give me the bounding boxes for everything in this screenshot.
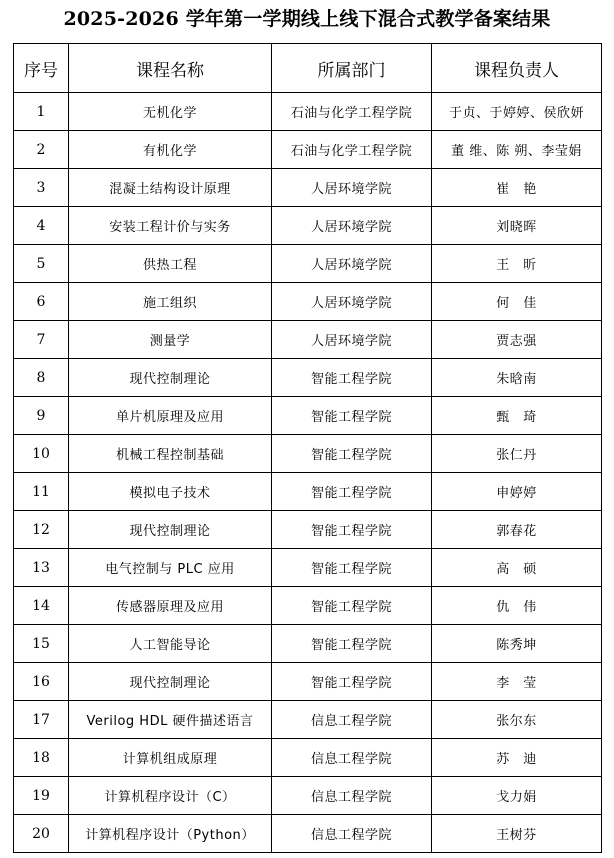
serial-number-cell: 12 (14, 511, 69, 549)
serial-number-cell: 19 (14, 777, 69, 815)
header-serial-number: 序号 (14, 44, 69, 93)
course-lead-cell: 戈力娟 (432, 777, 602, 815)
serial-number-cell: 6 (14, 283, 69, 321)
course-lead-cell: 张尔东 (432, 701, 602, 739)
table-row (14, 169, 602, 207)
serial-number-cell: 14 (14, 587, 69, 625)
department-cell: 智能工程学院 (272, 397, 432, 435)
serial-number-cell: 7 (14, 321, 69, 359)
serial-number-cell: 13 (14, 549, 69, 587)
table-row (14, 321, 602, 359)
table-row (14, 473, 602, 511)
table-row (14, 587, 602, 625)
department-cell: 石油与化学工程学院 (272, 131, 432, 169)
course-lead-cell: 崔 艳 (432, 169, 602, 207)
course-lead-cell: 陈秀坤 (432, 625, 602, 663)
course-lead-cell: 贾志强 (432, 321, 602, 359)
department-cell: 人居环境学院 (272, 321, 432, 359)
department-cell: 智能工程学院 (272, 473, 432, 511)
department-cell: 信息工程学院 (272, 739, 432, 777)
course-lead-cell: 董 维、陈 朔、李莹娟 (432, 131, 602, 169)
course-name-cell: 现代控制理论 (69, 359, 272, 397)
serial-number-cell: 17 (14, 701, 69, 739)
header-course-name: 课程名称 (69, 44, 272, 93)
course-lead-cell: 甄 琦 (432, 397, 602, 435)
table-row (14, 549, 602, 587)
serial-number-cell: 18 (14, 739, 69, 777)
course-lead-cell: 郭春花 (432, 511, 602, 549)
course-lead-cell: 高 硕 (432, 549, 602, 587)
course-name-cell: 现代控制理论 (69, 663, 272, 701)
course-lead-cell: 王树芬 (432, 815, 602, 853)
course-name-cell: Verilog HDL 硬件描述语言 (69, 701, 272, 739)
table-row (14, 625, 602, 663)
course-lead-cell: 朱晗南 (432, 359, 602, 397)
table-row (14, 435, 602, 473)
department-cell: 信息工程学院 (272, 815, 432, 853)
table-row (14, 283, 602, 321)
table-row (14, 93, 602, 131)
table-row (14, 815, 602, 853)
serial-number-cell: 9 (14, 397, 69, 435)
serial-number-cell: 10 (14, 435, 69, 473)
course-lead-cell: 苏 迪 (432, 739, 602, 777)
course-name-cell: 计算机程序设计（Python） (69, 815, 272, 853)
serial-number-cell: 5 (14, 245, 69, 283)
table-row (14, 207, 602, 245)
course-lead-cell: 于贞、于婷婷、侯欣妍 (432, 93, 602, 131)
table-body (14, 93, 602, 853)
course-name-cell: 计算机程序设计（C） (69, 777, 272, 815)
course-lead-cell: 王 昕 (432, 245, 602, 283)
course-name-cell: 模拟电子技术 (69, 473, 272, 511)
course-name-cell: 测量学 (69, 321, 272, 359)
page-title: 2025-2026 学年第一学期线上线下混合式教学备案结果 (63, 8, 551, 30)
table-row (14, 777, 602, 815)
department-cell: 智能工程学院 (272, 435, 432, 473)
header-course-lead: 课程负责人 (432, 44, 602, 93)
department-cell: 智能工程学院 (272, 549, 432, 587)
table-row (14, 701, 602, 739)
serial-number-cell: 11 (14, 473, 69, 511)
course-lead-cell: 李 莹 (432, 663, 602, 701)
course-name-cell: 现代控制理论 (69, 511, 272, 549)
header-department: 所属部门 (272, 44, 432, 93)
table-row (14, 663, 602, 701)
department-cell: 智能工程学院 (272, 511, 432, 549)
course-name-cell: 单片机原理及应用 (69, 397, 272, 435)
course-lead-cell: 仇 伟 (432, 587, 602, 625)
department-cell: 智能工程学院 (272, 625, 432, 663)
department-cell: 人居环境学院 (272, 245, 432, 283)
course-name-cell: 机械工程控制基础 (69, 435, 272, 473)
course-name-cell: 安装工程计价与实务 (69, 207, 272, 245)
course-name-cell: 无机化学 (69, 93, 272, 131)
results-table (13, 43, 602, 853)
table-row (14, 245, 602, 283)
course-lead-cell: 何 佳 (432, 283, 602, 321)
course-name-cell: 人工智能导论 (69, 625, 272, 663)
course-name-cell: 计算机组成原理 (69, 739, 272, 777)
department-cell: 信息工程学院 (272, 701, 432, 739)
course-lead-cell: 张仁丹 (432, 435, 602, 473)
table-row (14, 397, 602, 435)
department-cell: 人居环境学院 (272, 207, 432, 245)
table-row (14, 359, 602, 397)
course-name-cell: 有机化学 (69, 131, 272, 169)
serial-number-cell: 15 (14, 625, 69, 663)
department-cell: 智能工程学院 (272, 587, 432, 625)
course-name-cell: 传感器原理及应用 (69, 587, 272, 625)
table-row (14, 511, 602, 549)
department-cell: 人居环境学院 (272, 169, 432, 207)
table-header-row (14, 44, 602, 93)
department-cell: 人居环境学院 (272, 283, 432, 321)
department-cell: 智能工程学院 (272, 663, 432, 701)
serial-number-cell: 4 (14, 207, 69, 245)
course-name-cell: 供热工程 (69, 245, 272, 283)
course-name-cell: 混凝土结构设计原理 (69, 169, 272, 207)
table-row (14, 131, 602, 169)
course-lead-cell: 刘晓晖 (432, 207, 602, 245)
course-lead-cell: 申婷婷 (432, 473, 602, 511)
course-name-cell: 电气控制与 PLC 应用 (69, 549, 272, 587)
table-row (14, 739, 602, 777)
department-cell: 信息工程学院 (272, 777, 432, 815)
department-cell: 石油与化学工程学院 (272, 93, 432, 131)
serial-number-cell: 3 (14, 169, 69, 207)
course-name-cell: 施工组织 (69, 283, 272, 321)
serial-number-cell: 2 (14, 131, 69, 169)
serial-number-cell: 20 (14, 815, 69, 853)
serial-number-cell: 8 (14, 359, 69, 397)
serial-number-cell: 16 (14, 663, 69, 701)
serial-number-cell: 1 (14, 93, 69, 131)
department-cell: 智能工程学院 (272, 359, 432, 397)
